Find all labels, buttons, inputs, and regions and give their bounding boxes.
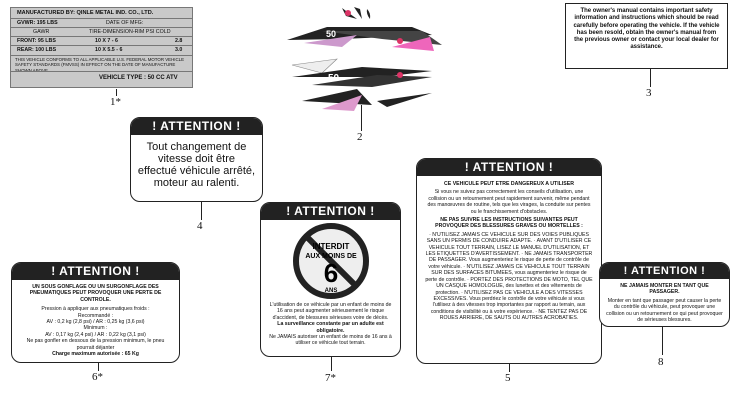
plate-rear-spec: 10 X 5.5 - 6	[95, 47, 123, 53]
plate-vehicle-type: VEHICLE TYPE : 50 CC ATV	[99, 75, 178, 81]
callout-2: 2	[357, 131, 363, 143]
leader-3	[650, 69, 651, 87]
callout-7: 7*	[325, 372, 336, 384]
manual-text: The owner's manual contains important safety information and instructions which should be read carefully before operating the vehicle. If the vehicle has been resold, obtain the owner's manual from the previous owner or contact your local dealer for assistance.	[573, 8, 720, 51]
label-vehicle-danger	[416, 158, 602, 364]
label6-title: UN SOUS GONFLAGE OU UN SURGONFLAGE DES PNEUMATIQUES PEUT PROVOQUER UNE PERTE DE CONTROLE.	[29, 284, 162, 303]
label5-list: · N'UTILISEZ JAMAIS CE VEHICULE SUR DES VOIES PUBLIQUES SANS UN PERMIS DE CONDUIRE ADAPTE. · AVANT D'UTILISER CE VEHICULE TOUT TERRAIN, LISEZ LE MANUEL D'UTILISATION, ET LES ETIQUETTES D'AVERTISSEMENT. · NE JAMAIS TRANSPORTER DE PASSAGER. Vous augmenteriez le risque de perte de contrôle de votre véhicule. · N'UTILISEZ JAMAIS CE VEHICULE TOUT TERRAIN SUR DES SURFACES BITUMEES, vous augmenteriez le risque de perte de contrôle. · PORTEZ DES PROTECTIONS DE MOTO, TEL QUE UN CASQUE HOMOLOGUE, des lunettes et des vêtements de protection. · N'UTILISEZ PAS CE VEHICULE A DES VITESSES EXCESSIVES. Vous perdriez le contrôle de votre véhicule si vous l'utilisez à des vitesses trop importantes par rapport au terrain, aux conditions de visibilité ou à votre expérience. · NE TENTEZ PAS DE ROUES ARRIERE, DE SAUTS OU AUTRES ACROBATIES.	[425, 231, 593, 322]
label6-rec: Recommandé :	[77, 312, 114, 319]
plate-front-spec: 10 X 7 - 6	[95, 38, 118, 44]
callout-4: 4	[197, 220, 203, 232]
callout-8: 8	[658, 356, 664, 368]
plate-gvwr: GVWR: 195 LBS	[17, 20, 58, 26]
label5-header: ! ATTENTION !	[417, 159, 601, 176]
label6-note: Ne pas gonfler en dessous de la pression minimum, le pneu pourrait déjanter	[26, 338, 165, 351]
side-decal-graphic	[282, 5, 447, 115]
label4-header: ! ATTENTION !	[131, 118, 262, 135]
plate-gawr: GAWR	[33, 29, 50, 35]
label8-header: ! ATTENTION !	[600, 263, 729, 279]
leader-2	[361, 105, 362, 131]
label8-title: NE JAMAIS MONTER EN TANT QUE PASSAGER.	[620, 283, 709, 296]
plate-statement: THIS VEHICLE CONFORMS TO ALL APPLICABLE U.S. FEDERAL MOTOR VEHICLE SAFETY STANDARDS (FMVSS) IN EFFECT ON THE DATE OF MANUFACTURE	[15, 57, 185, 68]
sign-line2: AUX MOINS DE	[304, 253, 357, 260]
label6-charge: Charge maximum autorisée : 65 Kg	[52, 351, 139, 358]
label5-para1: Si vous ne suivez pas correctement les conseils d'utilisation, une collision ou un retournement peut rapidement survenir, même pendant des manœuvres de routine, tels que les virages, la conduite sur pentes ou le franchissement d'obstacles.	[427, 189, 591, 215]
no-under-6-sign	[281, 222, 381, 300]
callout-3: 3	[646, 87, 652, 99]
label7-body3: Ne JAMAIS autoriser un enfant de moins de 16 ans à utiliser ce véhicule tout terrain.	[269, 334, 392, 347]
label-gear-change	[130, 117, 263, 202]
leader-8	[662, 327, 663, 355]
leader-6	[98, 363, 99, 371]
callout-1: 1*	[110, 96, 121, 108]
label6-rec-val: AV : 0,2 kg (2,8 psi) / AR : 0,25 kg (3,6 psi)	[46, 319, 145, 326]
plate-front-psi: 2.8	[175, 38, 183, 44]
label6-pressure: Pression à appliquer aux pneumatiques froids :	[41, 306, 150, 313]
sign-line1: INTERDIT	[312, 242, 349, 251]
label7-body1: L'utilisation de ce véhicule par un enfant de moins de 16 ans peut augmenter sérieusement le risque d'accident, de blessures sérieuses voire de décès.	[269, 302, 392, 321]
plate-manufacturer: MANUFACTURED BY: QINLE METAL IND. CO., LTD.	[17, 10, 154, 16]
label5-title2: NE PAS SUIVRE LES INSTRUCTIONS SUIVANTES PEUT PROVOQUER DES BLESSURES GRAVES OU MORTELLES :	[435, 217, 583, 230]
label7-header: ! ATTENTION !	[261, 203, 400, 220]
plate-front: FRONT: 95 LBS	[17, 38, 56, 44]
leader-5	[509, 364, 510, 372]
plate-rear: REAR: 100 LBS	[17, 47, 57, 53]
callout-6: 6*	[92, 371, 103, 383]
label6-min: Minimum :	[83, 325, 108, 332]
label5-title: CE VEHICULE PEUT ETRE DANGEREUX A UTILISER	[444, 181, 574, 187]
leader-1	[116, 89, 117, 96]
callout-5: 5	[505, 372, 511, 384]
label6-min-val: AV : 0,17 kg (2,4 psi) / AR : 0,22 kg (3,1 psi)	[45, 331, 146, 338]
certification-plate	[10, 7, 193, 88]
owner-manual-label	[565, 3, 728, 69]
label-tire-pressure	[11, 262, 180, 363]
sign-number: 6	[323, 258, 338, 288]
leader-4	[201, 202, 202, 220]
label4-body: Tout changement de vitesse doit être effectué véhicule arrêté, moteur au ralenti.	[137, 141, 256, 189]
plate-rear-psi: 3.0	[175, 47, 183, 53]
label-no-passenger	[599, 262, 730, 327]
leader-7	[331, 357, 332, 371]
decal-50-bottom: 50	[328, 73, 340, 84]
label8-body: Monter en tant que passager peut causer la perte du contrôle du véhicule, peut provoquer une collision ou un retournement ce qui peut provoquer de sérieuses blessures.	[606, 297, 723, 324]
label-child-prohibited	[260, 202, 401, 357]
label7-body2: La surveillance constante par un adulte est obligatoire.	[277, 321, 384, 334]
label6-header: ! ATTENTION !	[12, 263, 179, 280]
decal-50-top: 50	[326, 29, 337, 39]
plate-tire-header: TIRE-DIMENSION-RIM PSI COLD	[89, 29, 171, 35]
plate-date: DATE OF MFG:	[106, 20, 144, 26]
sign-line3: ANS	[324, 288, 337, 294]
